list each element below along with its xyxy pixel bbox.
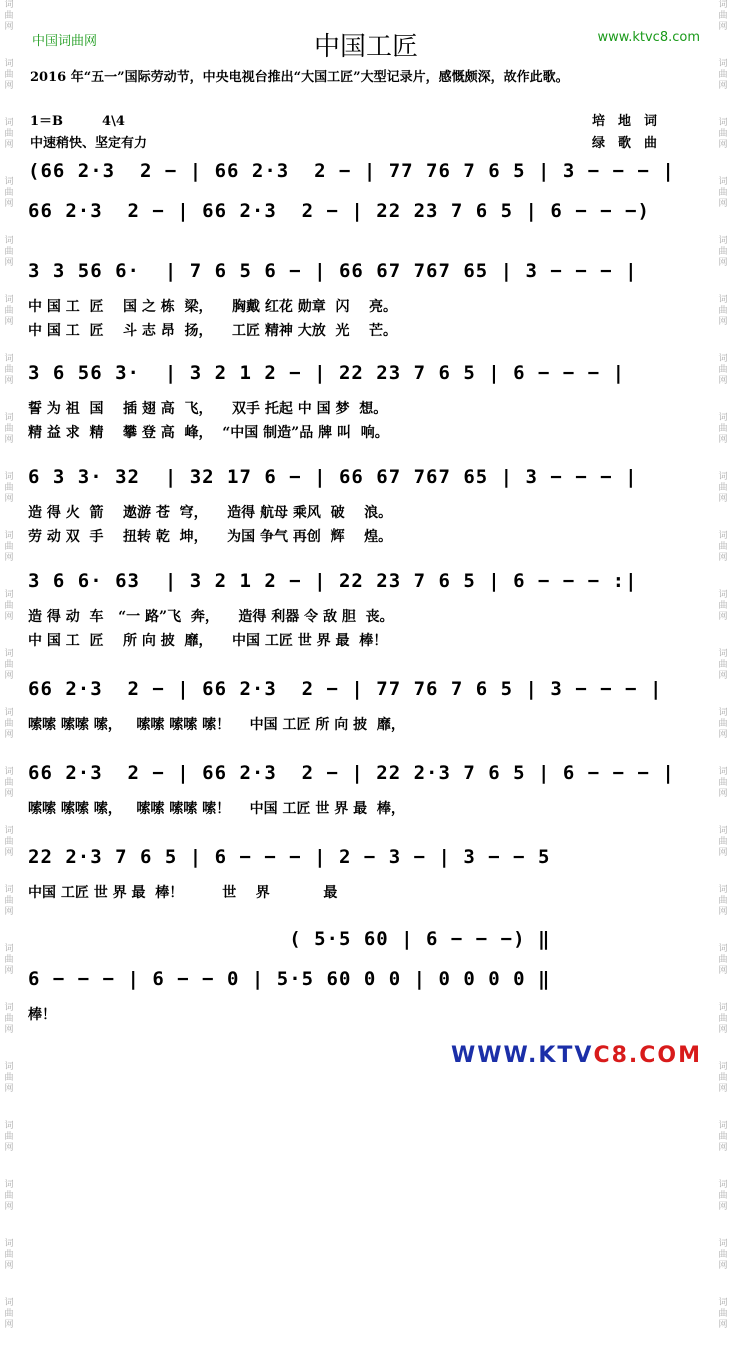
song-title: 中国工匠 [313, 32, 418, 62]
song-intro: 2016 年“五一”国际劳动节，中央电视台推出“大国工匠”大型记录片，感慨颇深，故作此歌。 [30, 70, 569, 85]
notation: 3 6 6· 63 | 3 2 1 2 − | 22 23 7 6 5 | 6 − − − :| [28, 570, 638, 592]
lyric-line: 造 得 动 车 “一 路”飞 奔， 造得 利器 令 敌 胆 丧。 [28, 609, 394, 625]
score-line [28, 570, 708, 650]
score-line [28, 762, 708, 842]
lyric-line: 中 国 工 匠 国 之 栋 梁， 胸戴 红花 勋章 闪 亮。 [28, 299, 397, 315]
lyric-line: 嗦嗦 嗦嗦 嗦， 嗦嗦 嗦嗦 嗦！ 中国 工匠 所 向 披 靡， [28, 717, 405, 733]
tempo-marking: 中速稍快、坚定有力 [30, 136, 148, 151]
lyric-line: 嗦嗦 嗦嗦 嗦， 嗦嗦 嗦嗦 嗦！ 中国 工匠 世 界 最 棒， [28, 801, 405, 817]
score-line [28, 678, 708, 758]
lyric-line: 劳 动 双 手 扭转 乾 坤， 为国 争气 再创 辉 煌。 [28, 529, 393, 545]
site-logo[interactable]: WWW.KTVC8.COM [450, 1043, 702, 1068]
score-line [28, 362, 708, 442]
site-url-right[interactable]: www.ktvc8.com [597, 30, 700, 45]
notation: ( 5·5 60 | 6 − − −) ‖ [28, 928, 551, 950]
score-line [28, 968, 708, 1048]
notation: (66 2·3 2 − | 66 2·3 2 − | 77 76 7 6 5 | 3 − − − | [28, 160, 675, 182]
notation: 6 3 3· 32 | 32 17 6 − | 66 67 767 65 | 3 − − − | [28, 466, 638, 488]
right-watermark: 词曲网 词曲网 词曲网 词曲网 词曲网 词曲网 词曲网 词曲网 词曲网 词曲网 词曲网 词曲网 词曲网 词曲网 词曲网 词曲网 词曲网 词曲网 词曲网 词曲网 词曲网 词曲网 词曲网 [718, 0, 728, 1330]
notation: 6 − − − | 6 − − 0 | 5·5 60 0 0 | 0 0 0 0 ‖ [28, 968, 551, 990]
lyric-line: 誓 为 祖 国 插 翅 高 飞， 双手 托起 中 国 梦 想。 [28, 401, 388, 417]
lyricist: 培 地 词 [592, 114, 658, 129]
lyric-line: 中 国 工 匠 斗 志 昂 扬， 工匠 精神 大放 光 芒。 [28, 323, 397, 339]
lyric-line: 中 国 工 匠 所 向 披 靡， 中国 工匠 世 界 最 棒！ [28, 633, 388, 649]
lyric-line: 棒！ [28, 1007, 56, 1023]
notation: 66 2·3 2 − | 66 2·3 2 − | 77 76 7 6 5 | 3 − − − | [28, 678, 663, 700]
notation: 22 2·3 7 6 5 | 6 − − − | 2 − 3 − | 3 − − 5 [28, 846, 563, 868]
notation: 66 2·3 2 − | 66 2·3 2 − | 22 2·3 7 6 5 | 6 − − − | [28, 762, 675, 784]
lyric-line: 中国 工匠 世 界 最 棒！ 世 界 最 [28, 885, 338, 901]
notation: 3 6 56 3· | 3 2 1 2 − | 22 23 7 6 5 | 6 − − − | [28, 362, 626, 384]
lyric-line: 造 得 火 箭 遨游 苍 穹， 造得 航母 乘风 破 浪。 [28, 505, 393, 521]
composer: 绿 歌 曲 [592, 136, 658, 151]
key-signature: 1＝B 4\4 [30, 114, 125, 129]
score-line [28, 466, 708, 546]
score-line [28, 846, 708, 926]
score-line [28, 260, 708, 340]
left-watermark: 词曲网 词曲网 词曲网 词曲网 词曲网 词曲网 词曲网 词曲网 词曲网 词曲网 词曲网 词曲网 词曲网 词曲网 词曲网 词曲网 词曲网 词曲网 词曲网 词曲网 词曲网 词曲网 词曲网 [4, 0, 14, 1330]
notation: 66 2·3 2 − | 66 2·3 2 − | 22 23 7 6 5 | 6 − − −) [28, 200, 663, 222]
lyric-line: 精 益 求 精 攀 登 高 峰， “中国 制造”品 牌 叫 响。 [28, 425, 389, 441]
site-name-left[interactable]: 中国词曲网 [32, 34, 98, 49]
notation: 3 3 56 6· | 7 6 5 6 − | 66 67 767 65 | 3 − − − | [28, 260, 638, 282]
